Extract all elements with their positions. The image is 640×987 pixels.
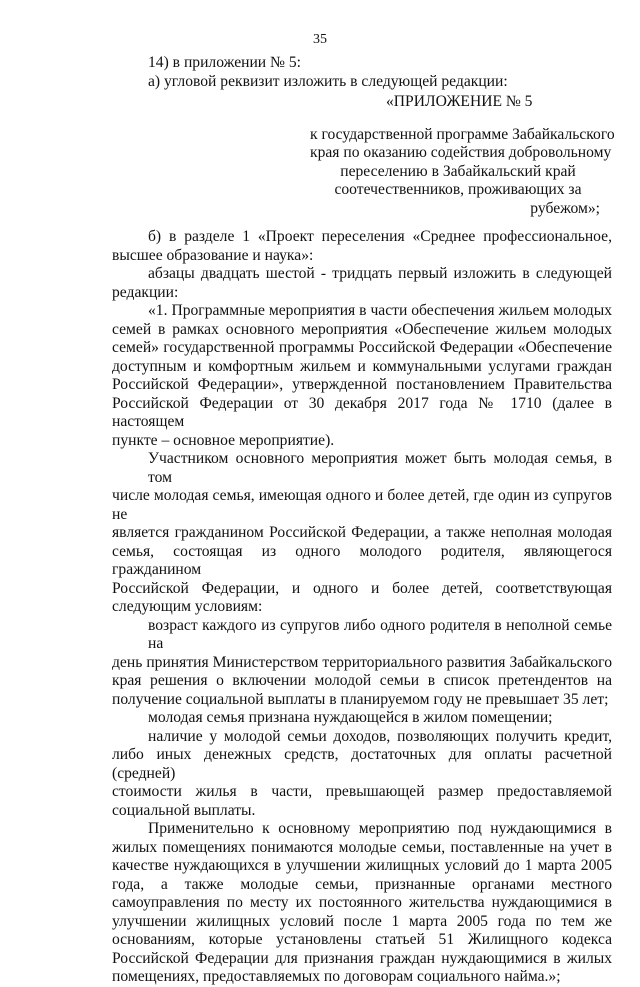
paragraph-line: семей» государственной программы Российской Федерации «Обеспечение	[112, 339, 612, 356]
paragraph	[112, 265, 612, 302]
paragraph-line: самоуправления по месту их постоянного жительства нуждающимися в	[112, 894, 612, 911]
paragraph-line: редакции:	[112, 283, 179, 301]
paragraph	[112, 728, 612, 821]
paragraph-line: Российской Федерации», утвержденной постановлением Правительства	[112, 376, 612, 393]
paragraph-line: высшее образование и наука»:	[112, 246, 314, 264]
paragraph-line: улучшении жилищных условий после 1 марта 2005 года по тем же	[112, 912, 612, 930]
paragraph	[112, 820, 612, 987]
paragraph-line: семей в рамках основного мероприятия «Обеспечение жильем молодых	[112, 320, 612, 338]
paragraph	[112, 617, 612, 710]
paragraphs	[112, 228, 612, 987]
annex-line: рубежом»;	[530, 199, 600, 217]
paragraph	[112, 228, 612, 265]
paragraph-line: «1. Программные мероприятия в части обеспечения жильем молодых	[148, 302, 612, 319]
annex-line: переселению в Забайкальский край	[340, 162, 576, 180]
paragraph	[112, 450, 612, 617]
paragraph-line: является гражданином Российской Федерации, а также неполная молодая	[112, 524, 612, 541]
paragraph-line: Участником основного мероприятия может быть молодая семья, в том	[148, 450, 612, 486]
paragraph-line: основаниям, которые установлены статьей 51 Жилищного кодекса	[112, 931, 612, 948]
paragraph-line: края решения о включении молодой семьи в список претендентов на	[112, 672, 612, 689]
paragraph-line: года, а также молодые семьи, признанные органами местного	[112, 875, 612, 893]
paragraph-line: семья, состоящая из одного молодого родителя, являющегося гражданином	[112, 542, 612, 578]
annex-line: к государственной программе Забайкальского	[310, 125, 615, 143]
paragraph-line: помещениях, предоставляемых по договорам социального найма.»;	[112, 968, 561, 985]
paragraph-line: качестве нуждающихся в улучшении жилищных условий до 1 марта 2005	[112, 857, 612, 874]
page-number: 35	[313, 32, 327, 47]
paragraph-line: социальной выплаты.	[112, 801, 256, 819]
paragraph-line: жилых помещениях понимаются молодые семьи, поставленные на учет в	[112, 838, 612, 856]
paragraph	[112, 709, 612, 728]
annex-line: края по оказанию содействия добровольному	[310, 144, 612, 161]
paragraph-line: стоимости жилья в части, превышающей размер предоставляемой	[112, 783, 612, 800]
paragraph	[112, 302, 612, 450]
paragraph-line: следующим условиям:	[112, 598, 263, 615]
paragraph-line: абзацы двадцать шестой - тридцать первый изложить в следующей	[148, 265, 612, 282]
paragraph-line: б) в разделе 1 «Проект переселения «Среднее профессиональное,	[148, 228, 612, 245]
paragraph-line: получение социальной выплаты в планируемом году не превышает 35 лет;	[112, 690, 609, 708]
document-body	[112, 54, 615, 987]
paragraph-line: молодая семья признана нуждающейся в жилом помещении;	[148, 709, 553, 726]
paragraph-line: Применительно к основному мероприятию под нуждающимися в	[148, 820, 612, 837]
annex-caption	[310, 125, 615, 219]
intro-line: а) угловой реквизит изложить в следующей редакции:	[148, 72, 508, 90]
paragraph-line: возраст каждого из супругов либо одного родителя в неполной семье на	[148, 616, 612, 652]
paragraph-line: день принятия Министерством территориального развития Забайкальского	[112, 653, 612, 671]
paragraph-line: наличие у молодой семьи доходов, позволяющих получить кредит,	[148, 727, 612, 745]
annex-line: соотечественников, проживающих за	[334, 181, 582, 198]
paragraph-line: пункте – основное мероприятие).	[112, 431, 335, 449]
paragraph-line: Российской Федерации, и одного и более детей, соответствующая	[112, 579, 612, 597]
paragraph-line: Российской Федерации от 30 декабря 2017 года № 1710 (далее в настоящем	[112, 394, 612, 430]
paragraph-line: Российской Федерации для признания граждан нуждающимися в жилых	[112, 949, 612, 967]
intro-line: 14) в приложении № 5:	[148, 54, 301, 71]
paragraph-line: доступным и комфортным жильем и коммунальными услугами граждан	[112, 357, 612, 375]
annex-title: «ПРИЛОЖЕНИЕ № 5	[386, 93, 533, 110]
paragraph-line: числе молодая семья, имеющая одного и более детей, где один из супругов не	[112, 487, 612, 523]
paragraph-line: либо иных денежных средств, достаточных для оплаты расчетной (средней)	[112, 746, 612, 782]
